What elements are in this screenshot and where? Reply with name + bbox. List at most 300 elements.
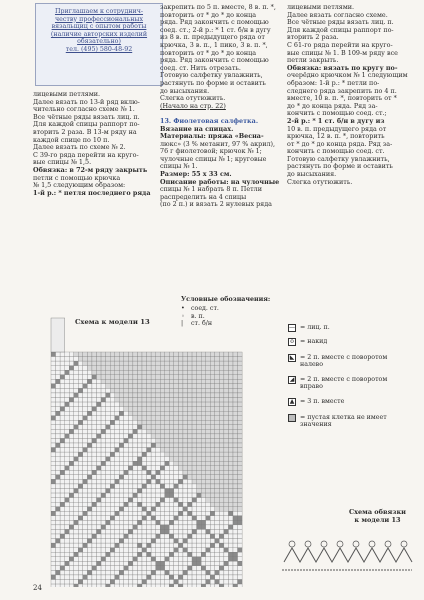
chart-cell — [201, 416, 206, 421]
ad-line-2: честву профессиональных — [54, 15, 143, 23]
chart-cell — [183, 402, 188, 407]
chart-cell — [219, 493, 224, 498]
chart-cell — [165, 443, 170, 448]
chart-cell — [119, 566, 124, 571]
chart-cell — [206, 452, 211, 457]
chart-cell — [101, 561, 106, 566]
chart-cell — [165, 379, 170, 384]
chart-cell — [51, 407, 56, 412]
chart-cell — [142, 475, 147, 480]
chart-cell — [219, 375, 224, 380]
chart-cell — [206, 584, 211, 587]
chart-cell — [60, 366, 65, 371]
chart-cell — [151, 580, 156, 585]
chart-cell — [233, 498, 238, 503]
chart-cell — [101, 416, 106, 421]
chart-cell — [137, 575, 142, 580]
chart-cell — [124, 388, 129, 393]
chart-cell — [65, 543, 70, 548]
chart-cell — [151, 388, 156, 393]
chart-cell — [210, 484, 215, 489]
chart-cell — [83, 407, 88, 412]
chart-cell — [215, 402, 220, 407]
chart-cell — [69, 375, 74, 380]
chart-cell — [192, 411, 197, 416]
chart-cell — [224, 566, 229, 571]
chart-cell — [210, 393, 215, 398]
chart-cell — [192, 548, 197, 553]
chart-cell — [110, 420, 115, 425]
edging-picot — [321, 541, 327, 547]
chart-cell — [178, 475, 183, 480]
chart-cell — [201, 398, 206, 403]
chart-cell — [110, 575, 115, 580]
chart-cell — [151, 443, 156, 448]
chart-cell — [178, 448, 183, 453]
col2-line: соед. ст.; 2-й р.: * 1 ст. б/н в дугу — [160, 25, 271, 34]
chart-cell — [147, 566, 152, 571]
chart-cell — [119, 393, 124, 398]
chart-cell — [238, 570, 243, 575]
chart-cell — [74, 498, 79, 503]
chart-cell — [233, 448, 238, 453]
chart-cell — [83, 575, 88, 580]
chart-cell — [128, 416, 133, 421]
chart-cell — [97, 457, 102, 462]
chart-cell — [210, 420, 215, 425]
chart-cell — [74, 507, 79, 512]
chart-cell — [224, 543, 229, 548]
chart-cell — [233, 516, 238, 521]
chart-cell — [192, 375, 197, 380]
chart-cell — [156, 425, 161, 430]
chart-cell — [183, 379, 188, 384]
chart-cell — [142, 493, 147, 498]
chart-cell — [165, 452, 170, 457]
chart-cell — [192, 429, 197, 434]
chart-cell — [56, 461, 61, 466]
chart-cell — [183, 416, 188, 421]
chart-cell — [192, 484, 197, 489]
chart-cell — [156, 393, 161, 398]
chart-cell — [219, 416, 224, 421]
chart-cell — [106, 566, 111, 571]
chart-cell — [124, 529, 129, 534]
chart-cell — [133, 361, 138, 366]
chart-cell — [160, 548, 165, 553]
chart-cell — [128, 461, 133, 466]
chart-cell — [128, 429, 133, 434]
legend-k3tog-icon: ▲ — [289, 398, 295, 405]
chart-cell — [124, 425, 129, 430]
chart-cell — [97, 484, 102, 489]
chart-cell — [78, 484, 83, 489]
chart-cell — [192, 370, 197, 375]
chart-cell — [128, 366, 133, 371]
chart-cell — [142, 452, 147, 457]
chart-cell — [192, 416, 197, 421]
chart-cell — [124, 384, 129, 389]
legend-empty-icon — [288, 414, 296, 422]
chart-cell — [51, 539, 56, 544]
chart-cell — [224, 357, 229, 362]
chart-cell — [169, 452, 174, 457]
chart-cell — [233, 566, 238, 571]
chart-cell — [192, 575, 197, 580]
chart-cell — [197, 384, 202, 389]
chart-cell — [51, 584, 56, 587]
chart-cell — [201, 570, 206, 575]
col2-line: спицы № 1 набрать 8 п. Петли — [160, 185, 262, 194]
chart-cell — [142, 543, 147, 548]
chart-cell — [197, 584, 202, 587]
chart-cell — [87, 411, 92, 416]
chart-cell — [101, 425, 106, 430]
chart-cell — [188, 393, 193, 398]
chart-cell — [92, 470, 97, 475]
chart-cell — [210, 557, 215, 562]
chart-cell — [228, 575, 233, 580]
chart-cell — [165, 370, 170, 375]
chart-cell — [201, 361, 206, 366]
chart-cell — [215, 357, 220, 362]
chart-cell — [87, 352, 92, 357]
chart-cell — [233, 543, 238, 548]
chart-cell — [165, 475, 170, 480]
chart-cell — [206, 370, 211, 375]
chart-cell — [106, 420, 111, 425]
chart-cell — [169, 479, 174, 484]
chart-cell — [119, 548, 124, 553]
chart-cell — [183, 361, 188, 366]
chart-cell — [92, 361, 97, 366]
chart-cell — [169, 407, 174, 412]
chart-cell — [110, 448, 115, 453]
chart-cell — [65, 475, 70, 480]
chart-cell — [133, 570, 138, 575]
chart-cell — [210, 584, 215, 587]
chart-cell — [87, 420, 92, 425]
chart-cell — [65, 366, 70, 371]
chart-cell — [119, 461, 124, 466]
chart-cell — [201, 393, 206, 398]
chart-cell — [69, 361, 74, 366]
chart-cell — [56, 552, 61, 557]
chart-cell — [151, 425, 156, 430]
chart-cell — [83, 434, 88, 439]
chart-cell — [169, 520, 174, 525]
chart-cell — [74, 534, 79, 539]
chart-cell — [178, 489, 183, 494]
chart-cell — [238, 520, 243, 525]
chart-cell — [92, 438, 97, 443]
chart-cell — [169, 366, 174, 371]
chart-cell — [165, 516, 170, 521]
chart-cell — [224, 434, 229, 439]
chart-cell — [156, 370, 161, 375]
chart-cell — [106, 543, 111, 548]
chart-cell — [165, 375, 170, 380]
chart-cell — [178, 557, 183, 562]
chart-cell — [119, 511, 124, 516]
chart-cell — [233, 388, 238, 393]
chart-cell — [233, 357, 238, 362]
chart-cell — [215, 534, 220, 539]
chart-cell — [238, 502, 243, 507]
chart-cell — [169, 511, 174, 516]
chart-cell — [137, 516, 142, 521]
chart-cell — [206, 388, 211, 393]
chart-cell — [92, 443, 97, 448]
chart-cell — [233, 552, 238, 557]
chart-cell — [65, 429, 70, 434]
chart-cell — [115, 493, 120, 498]
chart-cell — [192, 443, 197, 448]
chart-cell — [133, 384, 138, 389]
chart-cell — [165, 561, 170, 566]
chart-cell — [56, 416, 61, 421]
chart-cell — [133, 425, 138, 430]
chart-cell — [147, 516, 152, 521]
chart-cell — [210, 498, 215, 503]
chart-cell — [206, 580, 211, 585]
chart-cell — [201, 370, 206, 375]
chart-cell — [201, 466, 206, 471]
chart-cell — [128, 398, 133, 403]
chart-cell — [78, 525, 83, 530]
chart-cell — [201, 552, 206, 557]
chart-cell — [142, 520, 147, 525]
chart-cell — [101, 493, 106, 498]
chart-cell — [151, 416, 156, 421]
chart-cell — [201, 543, 206, 548]
chart-cell — [215, 484, 220, 489]
chart-cell — [142, 375, 147, 380]
chart-cell — [60, 398, 65, 403]
chart-cell — [151, 475, 156, 480]
chart-cell — [87, 384, 92, 389]
chart-cell — [106, 516, 111, 521]
chart-cell — [224, 557, 229, 562]
chart-cell — [169, 489, 174, 494]
chart-cell — [206, 475, 211, 480]
chart-cell — [124, 484, 129, 489]
chart-cell — [233, 502, 238, 507]
chart-cell — [228, 584, 233, 587]
chart-cell — [128, 361, 133, 366]
chart-cell — [215, 461, 220, 466]
col1-line: лицевыми петлями. — [33, 90, 101, 98]
chart-cell — [210, 438, 215, 443]
chart-cell — [238, 384, 243, 389]
chart-cell — [133, 580, 138, 585]
chart-cell — [87, 375, 92, 380]
legend-item-ch: ◦ в. п. — [181, 312, 205, 320]
chart-cell — [224, 361, 229, 366]
chart-cell — [115, 470, 120, 475]
col1-line: Для каждой спицы раппорт по- — [33, 120, 140, 129]
chart-cell — [178, 498, 183, 503]
chart-cell — [124, 398, 129, 403]
chart-cell — [133, 539, 138, 544]
chart-cell — [238, 557, 243, 562]
chart-cell — [174, 484, 179, 489]
chart-cell — [183, 466, 188, 471]
chart-cell — [97, 529, 102, 534]
chart-cell — [206, 529, 211, 534]
chart-cell — [188, 388, 193, 393]
chart-cell — [115, 580, 120, 585]
chart-cell — [60, 357, 65, 362]
chart-cell — [165, 529, 170, 534]
chart-cell — [115, 434, 120, 439]
chart-cell — [110, 557, 115, 562]
chart-cell — [124, 525, 129, 530]
chart-cell — [178, 398, 183, 403]
chart-cell — [60, 493, 65, 498]
chart-cell — [210, 539, 215, 544]
chart-cell — [165, 420, 170, 425]
chart-cell — [87, 370, 92, 375]
chart-cell — [183, 470, 188, 475]
chart-cell — [156, 434, 161, 439]
chart-cell — [206, 384, 211, 389]
chart-cell — [101, 466, 106, 471]
chart-cell — [160, 575, 165, 580]
chart-cell — [69, 434, 74, 439]
chart-cell — [92, 434, 97, 439]
chart-cell — [119, 584, 124, 587]
chart-cell — [97, 352, 102, 357]
chart-cell — [201, 520, 206, 525]
chart-cell — [74, 366, 79, 371]
chart-cell — [174, 507, 179, 512]
chart-cell — [210, 366, 215, 371]
chart-cell — [110, 479, 115, 484]
chart-cell — [238, 507, 243, 512]
col2-line: повторить от * до * до конца — [160, 10, 256, 19]
chart-cell — [124, 379, 129, 384]
chart-cell — [174, 352, 179, 357]
chart-cell — [215, 375, 220, 380]
chart-cell — [210, 407, 215, 412]
chart-cell — [69, 566, 74, 571]
chart-cell — [110, 425, 115, 430]
chart-cell — [192, 475, 197, 480]
chart-cell — [160, 502, 165, 507]
chart-cell — [219, 443, 224, 448]
chart-cell — [206, 552, 211, 557]
chart-cell — [97, 384, 102, 389]
chart-cell — [147, 375, 152, 380]
chart-cell — [156, 552, 161, 557]
chart-cell — [183, 557, 188, 562]
chart-cell — [60, 507, 65, 512]
col2-line: ряда. Ряд закончить с помощью — [160, 18, 269, 27]
chart-cell — [219, 402, 224, 407]
chart-cell — [197, 552, 202, 557]
chart-cell — [74, 566, 79, 571]
chart-cell — [110, 548, 115, 553]
chart-cell — [51, 411, 56, 416]
chart-cell — [147, 557, 152, 562]
chart-cell — [87, 416, 92, 421]
chart-cell — [106, 384, 111, 389]
chart-cell — [97, 543, 102, 548]
chart-cell — [210, 466, 215, 471]
chart-cell — [151, 484, 156, 489]
chart-cell — [215, 520, 220, 525]
chart-cell — [119, 402, 124, 407]
chart-cell — [115, 539, 120, 544]
chart-cell — [51, 520, 56, 525]
chart-cell — [156, 398, 161, 403]
chart-cell — [238, 493, 243, 498]
chart-cell — [160, 384, 165, 389]
chart-cell — [97, 525, 102, 530]
chart-cell — [87, 434, 92, 439]
chart-cell — [51, 498, 56, 503]
chart-cell — [238, 516, 243, 521]
legend-empty: = пустая клетка не имеет значения — [288, 414, 408, 429]
chart-cell — [119, 357, 124, 362]
chart-cell — [87, 443, 92, 448]
chart-cell — [101, 398, 106, 403]
chart-cell — [128, 516, 133, 521]
chart-cell — [238, 475, 243, 480]
chart-cell — [142, 352, 147, 357]
chart-cell — [119, 352, 124, 357]
chart-cell — [101, 411, 106, 416]
chart-cell — [60, 388, 65, 393]
chart-cell — [228, 457, 233, 462]
chart-cell — [83, 366, 88, 371]
chart-cell — [183, 375, 188, 380]
chart-cell — [51, 379, 56, 384]
chart-cell — [101, 375, 106, 380]
chart-cell — [137, 520, 142, 525]
chart-cell — [188, 493, 193, 498]
chart-cell — [97, 580, 102, 585]
chart-cell — [137, 398, 142, 403]
chart-cell — [106, 452, 111, 457]
chart-cell — [174, 539, 179, 544]
chart-cell — [51, 443, 56, 448]
chart-cell — [238, 425, 243, 430]
chart-cell — [74, 489, 79, 494]
chart-cell — [174, 398, 179, 403]
chart-cell — [78, 511, 83, 516]
col2-line: чулочные спицы № 1; круговые — [160, 154, 267, 163]
chart-cell — [101, 388, 106, 393]
chart-cell — [65, 539, 70, 544]
chart-cell — [137, 429, 142, 434]
chart-cell — [128, 388, 133, 393]
chart-cell — [124, 534, 129, 539]
chart-cell — [169, 475, 174, 480]
chart-cell — [174, 475, 179, 480]
chart-cell — [165, 434, 170, 439]
chart-cell — [56, 411, 61, 416]
chart-cell — [124, 461, 129, 466]
chart-cell — [92, 375, 97, 380]
chart-cell — [238, 525, 243, 530]
chart-cell — [83, 561, 88, 566]
chart-cell — [210, 357, 215, 362]
chart-cell — [183, 584, 188, 587]
chart-cell — [128, 561, 133, 566]
chart-cell — [124, 489, 129, 494]
